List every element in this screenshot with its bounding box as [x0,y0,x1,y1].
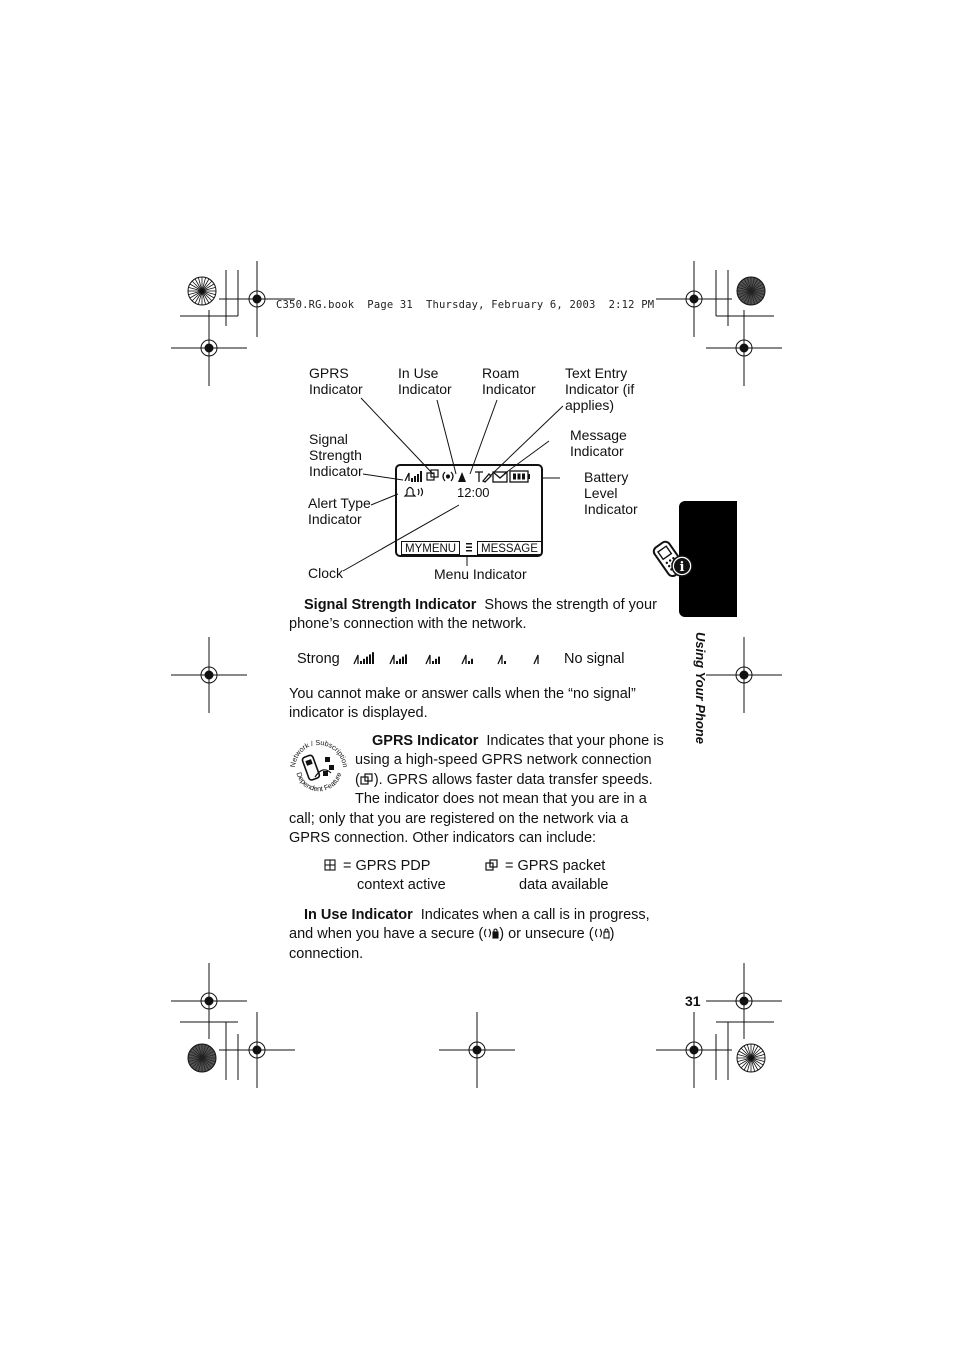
svg-text:Network / Subscription: Network / Subscription [287,737,350,768]
signal-level-icon [534,655,538,664]
section-title-vertical: Using Your Phone [693,632,708,744]
label-text-entry-indicator: Text Entry Indicator (if applies) [565,365,635,413]
status-icon-row [403,469,543,485]
roam-icon [458,472,466,482]
battery-icon [510,471,530,482]
screen-clock: 12:00 [457,485,490,500]
alert-type-icon [403,485,427,499]
label-menu-indicator: Menu Indicator [434,566,527,582]
text-entry-icon [475,472,491,482]
in-use-icon [443,472,453,481]
label-gprs-indicator: GPRS Indicator [309,365,363,397]
signal-strength-icon [405,471,422,482]
signal-level-icon [390,654,407,664]
signal-strong-label: Strong [297,651,340,667]
svg-text:Dependent Feature: Dependent Feature [294,771,344,794]
gprs-pdp-context-icon [324,859,336,871]
gprs-icon [360,773,374,785]
label-battery-level-indicator: Battery Level Indicator [584,469,638,517]
gprs-packet-icon [485,859,499,871]
phone-info-icon [650,536,698,580]
signal-level-icon [498,655,506,664]
label-roam-indicator: Roam Indicator [482,365,536,397]
signal-strength-paragraph: Signal Strength Indicator Shows the strength of your phone’s connection with the network. [289,597,657,633]
label-signal-strength-indicator: Signal Strength Indicator [309,431,363,479]
unsecure-call-icon [594,927,610,939]
signal-level-icon [426,655,440,664]
svg-text:i: i [679,560,685,575]
softkey-message[interactable]: MESSAGE [477,541,542,555]
menu-indicator-icon [465,541,473,555]
signal-strength-scale [297,650,340,669]
signal-scale-icons [352,650,557,668]
label-alert-type-indicator: Alert Type Indicator [308,495,371,527]
page-number: 31 [685,993,701,1009]
signal-none-label: No signal [564,651,625,667]
signal-strength-heading: Signal Strength Indicator [304,597,477,613]
gprs-packet-legend: = GPRS packet data available [505,858,609,894]
secure-call-icon [483,927,499,939]
gprs-paragraph: GPRS Indicator Indicates that your phone is using a high-speed GPRS network connection ( ). GPRS allows faster data transfer speeds. The indicator does not mean that you are in a call; only that you are registered on the network via a GPRS connection. Other indicators can include: [289,733,664,847]
signal-level-icon [354,652,374,664]
no-signal-note: You cannot make or answer calls when the “no signal” indicator is displayed. [289,686,636,722]
signal-level-icon [462,655,473,664]
gprs-pdp-legend: = GPRS PDP context active [343,858,446,894]
book-info-header: C350.RG.book Page 31 Thursday, February 6, 2003 2:12 PM [276,299,655,311]
message-icon [493,472,507,482]
label-message-indicator: Message Indicator [570,427,627,459]
gprs-icon [427,470,438,480]
phone-display [395,464,543,557]
in-use-paragraph: In Use Indicator Indicates when a call is in progress, and when you have a secure ( ) or unsecure ( ) connection. [289,907,650,962]
in-use-heading: In Use Indicator [304,907,413,923]
label-in-use-indicator: In Use Indicator [398,365,452,397]
label-clock: Clock [308,565,344,581]
gprs-heading: GPRS Indicator [372,733,479,749]
softkey-mymenu[interactable]: MYMENU [401,541,460,555]
